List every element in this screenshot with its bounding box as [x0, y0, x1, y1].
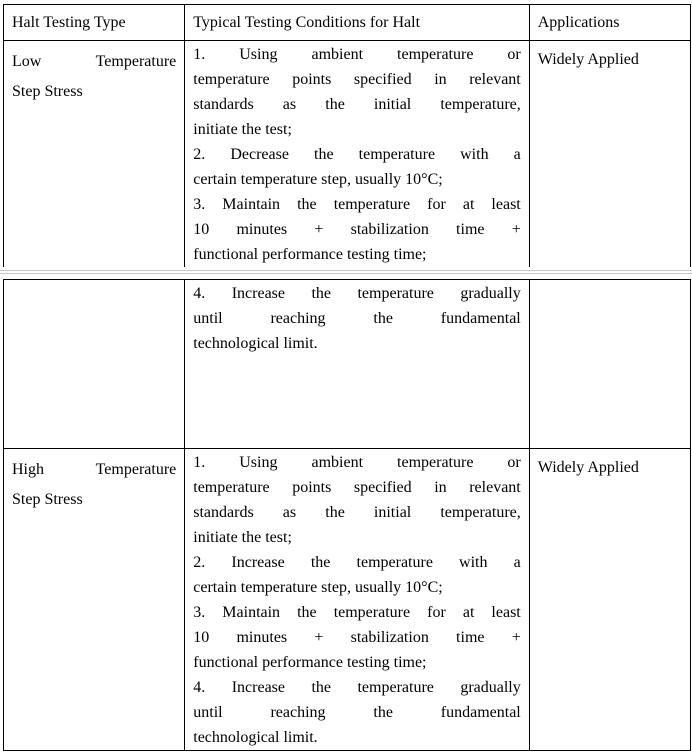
- condition-line: standards as the initial temperature,: [193, 504, 521, 521]
- condition-line: functional performance testing time;: [193, 654, 427, 671]
- condition-line: 3. Maintain the temperature for at least: [193, 604, 521, 621]
- halt-table-part2: [3, 279, 691, 751]
- page-bottom: [0, 279, 692, 751]
- application-cell: [529, 41, 690, 268]
- condition-line: functional performance testing time;: [193, 246, 427, 263]
- conditions-cell: [185, 449, 530, 751]
- condition-line: until reaching the fundamental: [193, 310, 521, 327]
- halt-table-part1: [3, 4, 691, 268]
- condition-line: certain temperature step, usually 10°C;: [193, 579, 443, 596]
- condition-line: 1. Using ambient temperature or: [193, 454, 521, 471]
- header-conditions-text: Typical Testing Conditions for Halt: [193, 14, 421, 31]
- application-cell: [529, 449, 690, 751]
- page-break: [0, 267, 692, 279]
- type-line: Step Stress: [12, 491, 83, 508]
- type-line: High Temperature: [12, 461, 177, 478]
- header-row: [4, 5, 691, 41]
- table-row: [4, 41, 691, 268]
- application-cell: [529, 280, 690, 449]
- header-type-text: Halt Testing Type: [12, 14, 126, 31]
- header-cell-conditions: [185, 5, 530, 41]
- condition-line: 4. Increase the temperature gradually: [193, 679, 521, 696]
- condition-line: 10 minutes + stabilization time +: [193, 221, 521, 238]
- type-cell: [4, 41, 185, 268]
- type-cell: [4, 280, 185, 449]
- page-break-line: [0, 270, 692, 271]
- condition-line: 10 minutes + stabilization time +: [193, 629, 521, 646]
- conditions-cell: [185, 41, 530, 268]
- condition-line: 4. Increase the temperature gradually: [193, 285, 521, 302]
- table-row: [4, 449, 691, 751]
- conditions-cell: [185, 280, 530, 449]
- condition-line: 3. Maintain the temperature for at least: [193, 196, 521, 213]
- condition-line: temperature points specified in relevant: [193, 71, 521, 88]
- type-line: Step Stress: [12, 83, 83, 100]
- condition-line: initiate the test;: [193, 121, 292, 138]
- page-break-line: [0, 273, 692, 274]
- condition-line: temperature points specified in relevant: [193, 479, 521, 496]
- page-top: [0, 4, 692, 268]
- condition-line: initiate the test;: [193, 529, 292, 546]
- condition-line: 1. Using ambient temperature or: [193, 46, 521, 63]
- type-line: Low Temperature: [12, 53, 177, 70]
- header-cell-applications: [529, 5, 690, 41]
- application-text: Widely Applied: [537, 51, 639, 68]
- header-cell-type: [4, 5, 185, 41]
- table-row: [4, 280, 691, 449]
- condition-line: technological limit.: [193, 729, 318, 746]
- application-text: Widely Applied: [537, 459, 639, 476]
- condition-line: until reaching the fundamental: [193, 704, 521, 721]
- condition-line: 2. Decrease the temperature with a: [193, 146, 521, 163]
- type-cell: [4, 449, 185, 751]
- condition-line: 2. Increase the temperature with a: [193, 554, 521, 571]
- header-applications-text: Applications: [537, 14, 620, 31]
- condition-line: technological limit.: [193, 335, 318, 352]
- condition-line: standards as the initial temperature,: [193, 96, 521, 113]
- condition-line: certain temperature step, usually 10°C;: [193, 171, 443, 188]
